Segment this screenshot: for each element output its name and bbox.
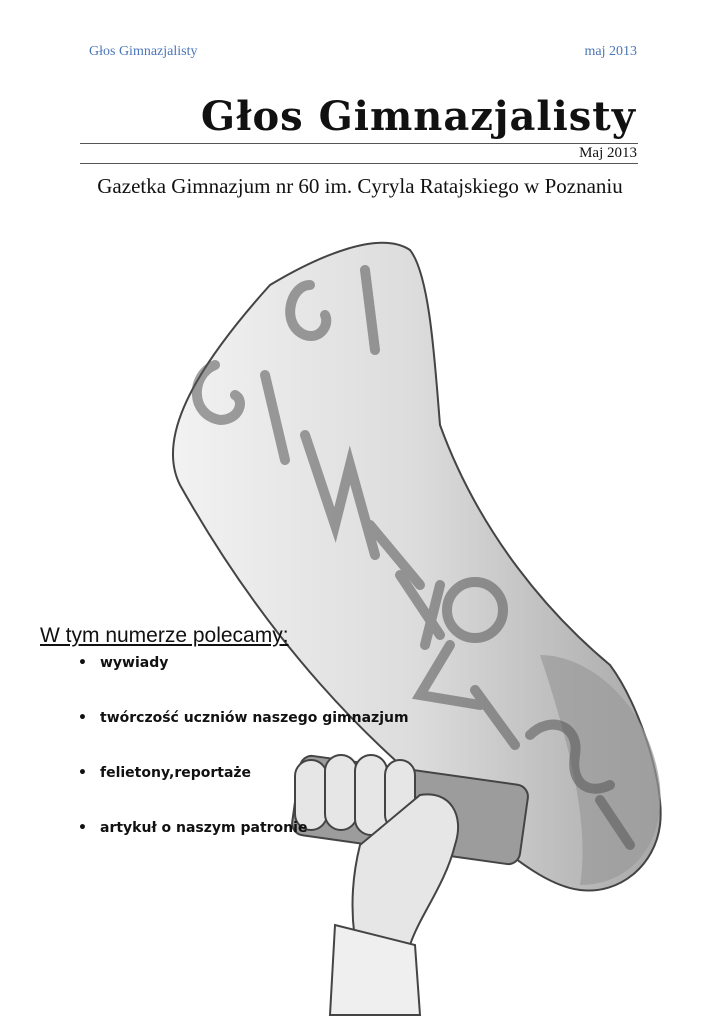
masthead-rule-bottom bbox=[80, 163, 638, 164]
bullet-icon: • bbox=[78, 820, 87, 836]
issue-date: Maj 2013 bbox=[579, 145, 637, 161]
masthead-title: Głos Gimnazjalisty bbox=[200, 93, 636, 140]
recommend-list bbox=[78, 655, 409, 875]
recommend-heading: W tym numerze polecamy: bbox=[40, 624, 289, 647]
running-header-title: Głos Gimnazjalisty bbox=[89, 44, 198, 59]
running-header-date: maj 2013 bbox=[584, 44, 637, 59]
school-subtitle: Gazetka Gimnazjum nr 60 im. Cyryla Ratajskiego w Poznaniu bbox=[97, 174, 623, 198]
bullet-icon: • bbox=[78, 765, 87, 781]
list-item: • felietony,reportaże bbox=[78, 765, 252, 781]
list-item: • wywiady bbox=[78, 655, 169, 671]
list-item: • twórczość uczniów naszego gimnazjum bbox=[78, 710, 409, 726]
bullet-icon: • bbox=[78, 710, 87, 726]
masthead-rule-top bbox=[80, 143, 638, 144]
bullet-icon: • bbox=[78, 655, 87, 671]
list-item: • artykuł o naszym patronie bbox=[78, 820, 308, 836]
